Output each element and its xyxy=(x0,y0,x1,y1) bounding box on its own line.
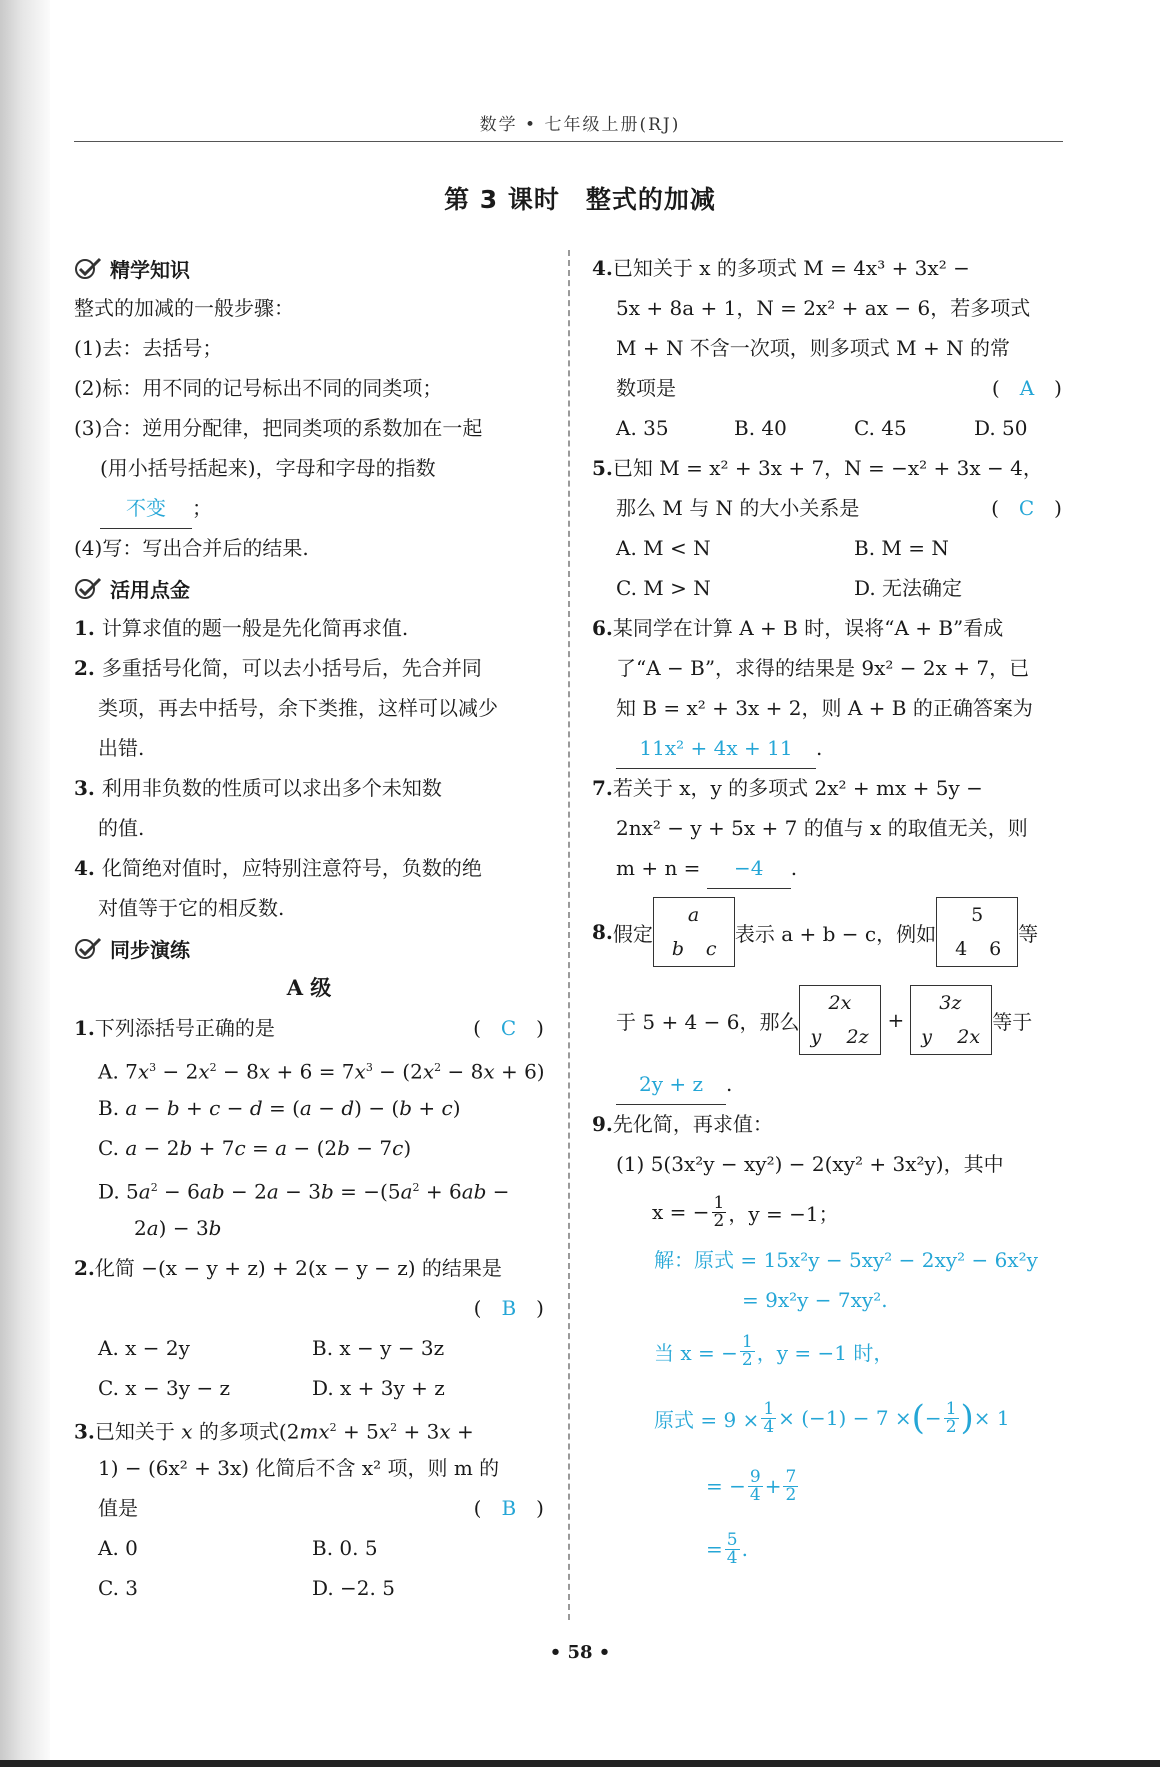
left-column xyxy=(74,248,544,1608)
denominator: 2 xyxy=(713,1210,725,1231)
q4-option-a: A. 35 xyxy=(616,416,669,440)
check-icon xyxy=(74,256,102,280)
q3-line3 xyxy=(74,1488,544,1528)
q7-number: 7. xyxy=(592,776,613,800)
q6-line4 xyxy=(592,728,1062,768)
q3-line1: 3.已知关于 x 的多项式($2mx^2 + 5x^2 + 3x$ + xyxy=(74,1419,474,1444)
numerator: 1 xyxy=(945,1398,957,1419)
sol-line3 xyxy=(592,1320,1062,1382)
q4-answer-paren: ( A ) xyxy=(991,376,1062,400)
q1-stem xyxy=(74,1008,544,1048)
tip-2-line2: 类项，再去中括号，余下类推，这样可以减少 xyxy=(98,696,498,720)
q4-line3: M + N 不含一次项，则多项式 M + N 的常 xyxy=(616,336,1010,360)
q9-number: 9. xyxy=(592,1112,613,1136)
q1-option-d-line1: D. $5a^2 - 6ab - 2a - 3b = -(5a^2 + 6ab$ − xyxy=(98,1179,510,1204)
section-heading-label: 活用点金 xyxy=(110,577,190,602)
box-bottom-right: 2x xyxy=(957,1026,981,1048)
scan-gutter-shadow xyxy=(0,0,50,1767)
q3-option-d: D. −2. 5 xyxy=(312,1576,395,1600)
tip-4-text: 化简绝对值时，应特别注意符号，负数的绝 xyxy=(101,856,482,880)
q8-answer-blank: 2y + z xyxy=(616,1064,726,1105)
q6-line3: 知 B = x² + 3x + 2，则 A + B 的正确答案为 xyxy=(616,696,1033,720)
q1-number: 1. xyxy=(74,1016,95,1040)
section-heading-label: 同步演练 xyxy=(110,937,190,962)
fraction-half xyxy=(944,1398,959,1437)
q8-number: 8. xyxy=(592,920,613,944)
box-top: a xyxy=(687,904,700,926)
numerator: 5 xyxy=(726,1529,738,1550)
sol5-a: = − xyxy=(706,1474,746,1498)
q1-answer-paren: ( C ) xyxy=(473,1016,544,1040)
q2-option-c: C. x − 3y − z xyxy=(98,1376,231,1400)
q5-options-row2 xyxy=(592,568,1062,608)
q6-answer-blank: 11x² + 4x + 11 xyxy=(616,728,816,769)
section-heading-label: 精学知识 xyxy=(110,257,190,282)
q4-line2: 5x + 8a + 1，N = 2x² + ax − 6，若多项式 xyxy=(616,296,1031,320)
q9-text: 先化简，再求值： xyxy=(612,1112,773,1136)
q3-answer-paren: ( B ) xyxy=(473,1496,544,1520)
q4-number: 4. xyxy=(592,256,613,280)
right-paren: ) xyxy=(960,1398,974,1438)
q5-option-b: B. M = N xyxy=(854,536,949,560)
tip-1-text: 计算求值的题一般是先化简再求值. xyxy=(101,616,409,640)
tip-4-line2: 对值等于它的相反数. xyxy=(98,896,285,920)
q2-answer-paren: ( B ) xyxy=(473,1296,544,1320)
numerator: 9 xyxy=(749,1466,761,1487)
q8-line1 xyxy=(592,888,1062,976)
sol6-b: . xyxy=(741,1537,748,1561)
page-header: 数学 • 七年级上册(RJ) xyxy=(479,115,681,135)
q8-box-a xyxy=(799,985,881,1055)
q2-answer-line xyxy=(74,1288,544,1328)
fraction-quarter xyxy=(761,1398,776,1437)
q5-text-2: 那么 M 与 N 的大小关系是 xyxy=(616,496,860,520)
denominator: 4 xyxy=(763,1416,775,1437)
q4-line1 xyxy=(592,248,1062,288)
fraction-seven-halves xyxy=(783,1466,798,1505)
sol5-b: + xyxy=(764,1474,782,1498)
denominator: 2 xyxy=(785,1484,797,1505)
sol4-c: × 1 xyxy=(973,1406,1010,1430)
q9-stem xyxy=(592,1104,1062,1144)
q6-line2: 了“A − B”，求得的结果是 9x² − 2x + 7，已 xyxy=(616,656,1030,680)
lesson-title: 第 3 课时 整式的加减 xyxy=(444,185,716,214)
denominator: 2 xyxy=(945,1416,957,1437)
box-bottom-right: 6 xyxy=(989,938,1002,960)
step-1: (1)去：去括号； xyxy=(74,336,223,360)
sol-line1: 解：原式 = 15x²y − 5xy² − 2xy² − 6x²y xyxy=(654,1248,1038,1272)
step-3-line3 xyxy=(74,488,544,528)
bottom-bar xyxy=(0,1760,1160,1767)
page-number: • 58 • xyxy=(549,1642,611,1663)
q8-end: . xyxy=(726,1072,733,1096)
step-3-end: ； xyxy=(192,496,212,520)
sol3-b: ，y = −1 时， xyxy=(756,1340,894,1365)
numerator: 7 xyxy=(785,1466,797,1487)
q9-cond-y: ，y = −1； xyxy=(728,1201,839,1226)
q9-cond-x: x = − xyxy=(652,1200,710,1224)
q3-option-b: B. 0. 5 xyxy=(312,1536,378,1560)
q5-answer: C xyxy=(1018,496,1035,520)
q4-text-1: 已知关于 x 的多项式 M = 4x³ + 3x² − xyxy=(612,256,970,280)
box-bottom-left: 4 xyxy=(955,938,968,960)
q8-box-numeric xyxy=(936,897,1018,967)
step-2: (2)标：用不同的记号标出不同的同类项； xyxy=(74,376,443,400)
q8-box-b xyxy=(910,985,992,1055)
q8-text-2: 表示 a + b − c，例如 xyxy=(734,921,937,946)
q8-text-3: 等 xyxy=(1018,921,1039,946)
section-heading-jingxue xyxy=(74,248,544,288)
q5-line2 xyxy=(592,488,1062,528)
q3-answer: B xyxy=(501,1496,517,1520)
fraction-half xyxy=(740,1331,755,1370)
q3-option-a: A. 0 xyxy=(98,1536,138,1560)
sol4-a: 原式 = 9 × xyxy=(654,1407,760,1432)
q4-option-c: C. 45 xyxy=(854,416,907,440)
q5-number: 5. xyxy=(592,456,613,480)
q1-option-a: A. $7x^3 - 2x^2 - 8x + 6 = 7x^3 - (2x^2 - 8x + 6)$ xyxy=(98,1059,545,1084)
box-top: 5 xyxy=(971,904,984,926)
q1-option-c: C. a − 2b + 7c = a − (2b − 7c) xyxy=(98,1136,412,1160)
tip-3-line1: 3. 利用非负数的性质可以求出多个未知数 xyxy=(74,776,442,800)
fraction-half xyxy=(712,1192,727,1231)
numerator: 1 xyxy=(741,1331,753,1352)
sol3-a: 当 x = − xyxy=(654,1340,738,1365)
q2-number: 2. xyxy=(74,1256,95,1280)
section-heading-tongbu xyxy=(74,928,544,968)
sol-line5 xyxy=(592,1454,1062,1518)
check-icon xyxy=(74,576,102,600)
q5-text-1: 已知 M = x² + 3x + 7，N = −x² + 3x − 4， xyxy=(612,456,1043,480)
q5-line1 xyxy=(592,448,1062,488)
q2-stem xyxy=(74,1248,544,1288)
q7-line2: 2nx² − y + 5x + 7 的值与 x 的取值无关，则 xyxy=(616,816,1028,840)
step-3-line2: (用小括号括起来)，字母和字母的指数 xyxy=(100,456,436,480)
denominator: 4 xyxy=(726,1547,738,1568)
q5-option-a: A. M < N xyxy=(616,536,711,560)
section-heading-huoyong xyxy=(74,568,544,608)
q2-option-d: D. x + 3y + z xyxy=(312,1376,445,1400)
box-top: 3z xyxy=(939,992,962,1014)
q4-answer: A xyxy=(1019,376,1035,400)
q5-option-c: C. M > N xyxy=(616,576,711,600)
sol-line4: 原式 = 9 × $\frac{1}{4}$ × (−1) − 7 × ( − $\frac{1}{2}$ ) × 1 xyxy=(654,1398,1010,1438)
q2-options-row1 xyxy=(74,1328,544,1368)
q6-number: 6. xyxy=(592,616,613,640)
column-divider xyxy=(568,250,570,1620)
box-bottom-left: y xyxy=(921,1026,932,1048)
box-top: 2x xyxy=(828,992,852,1014)
box-bottom-left: b xyxy=(671,938,685,960)
step-3-answer-blank: 不变 xyxy=(100,488,192,529)
q4-option-b: B. 40 xyxy=(734,416,787,440)
sol-line6 xyxy=(592,1518,1062,1580)
numerator: 1 xyxy=(763,1398,775,1419)
q8-text-1: 假定 xyxy=(612,921,653,946)
fraction-five-quarters xyxy=(725,1529,740,1568)
q4-text-4: 数项是 xyxy=(616,376,676,400)
q6-line1 xyxy=(592,608,1062,648)
q4-options xyxy=(592,408,1062,448)
steps-intro: 整式的加减的一般步骤： xyxy=(74,296,294,320)
fraction-nine-quarters xyxy=(748,1466,763,1505)
tip-2-line1: 2. 多重括号化简，可以去小括号后，先合并同 xyxy=(74,656,482,680)
right-column xyxy=(592,248,1062,1580)
q3-option-c: C. 3 xyxy=(98,1576,139,1600)
q8-text-4: 于 5 + 4 − 6，那么 xyxy=(616,1009,800,1034)
denominator: 2 xyxy=(741,1349,753,1370)
q6-text-1: 某同学在计算 A + B 时，误将“A + B”看成 xyxy=(612,616,1004,640)
q2-option-b: B. x − y − 3z xyxy=(312,1336,445,1360)
q7-text-1: 若关于 x，y 的多项式 2x² + mx + 5y − xyxy=(612,776,983,800)
q9-condition xyxy=(592,1184,1062,1240)
q7-line1 xyxy=(592,768,1062,808)
sol-line2: = 9x²y − 7xy². xyxy=(742,1288,888,1312)
q1-text: 下列添括号正确的是 xyxy=(94,1016,275,1040)
q1-option-d-line2: 2a) − 3b xyxy=(134,1216,222,1240)
tip-3-text: 利用非负数的性质可以求出多个未知数 xyxy=(101,776,442,800)
tip-4-line1: 4. 化简绝对值时，应特别注意符号，负数的绝 xyxy=(74,856,482,880)
q3-options-row2 xyxy=(74,1568,544,1608)
tip-2-line3: 出错. xyxy=(98,736,145,760)
q5-answer-paren: ( C ) xyxy=(991,496,1062,520)
q2-options-row2 xyxy=(74,1368,544,1408)
q3-number: 3. xyxy=(74,1419,95,1444)
box-bottom-left: y xyxy=(810,1026,822,1048)
box-bottom-right: 2z xyxy=(846,1026,869,1048)
q1-option-b: B. a − b + c − d = (a − d) − (b + c) xyxy=(98,1096,461,1120)
header-rule xyxy=(74,141,1063,142)
q8-box-example xyxy=(653,897,735,967)
step-4: (4)写：写出合并后的结果. xyxy=(74,536,309,560)
q7-line3 xyxy=(592,848,1062,888)
q2-text: 化简 −(x − y + z) + 2(x − y − z) 的结果是 xyxy=(94,1256,502,1280)
step-3-line1: (3)合：逆用分配律，把同类项的系数加在一起 xyxy=(74,416,483,440)
q7-end: . xyxy=(790,856,798,880)
q4-option-d: D. 50 xyxy=(974,416,1028,440)
q5-options-row1 xyxy=(592,528,1062,568)
q7-text-3: m + n = xyxy=(616,856,701,880)
q7-answer-blank: −4 xyxy=(707,848,791,889)
sol6-a: = xyxy=(706,1537,723,1561)
q3-line2: 1) − (6x² + 3x) 化简后不含 x² 项，则 m 的 xyxy=(98,1456,500,1480)
q3-text: 值是 xyxy=(98,1496,138,1520)
q3-options-row1 xyxy=(74,1528,544,1568)
check-icon xyxy=(74,936,102,960)
q9-sub1: (1) 5(3x²y − xy²) − 2(xy² + 3x²y)，其中 xyxy=(616,1152,1004,1176)
q8-line3 xyxy=(592,1064,1062,1104)
tip-1: 1. 计算求值的题一般是先化简再求值. xyxy=(74,616,409,640)
q8-line2 xyxy=(592,976,1062,1064)
q4-line4 xyxy=(592,368,1062,408)
tip-3-line2: 的值. xyxy=(98,816,145,840)
q9-solution xyxy=(592,1240,1062,1580)
q6-end: . xyxy=(816,736,823,760)
level-label: A 级 xyxy=(286,975,332,1000)
q5-option-d: D. 无法确定 xyxy=(854,576,963,600)
left-paren: ( xyxy=(911,1398,925,1438)
tip-2-text: 多重括号化简，可以去小括号后，先合并同 xyxy=(101,656,482,680)
q1-answer: C xyxy=(500,1016,517,1040)
q2-answer: B xyxy=(501,1296,517,1320)
q8-text-5: 等于 xyxy=(992,1009,1033,1034)
sol4-b: × (−1) − 7 × xyxy=(778,1406,912,1430)
q8-plus: + xyxy=(887,1008,905,1032)
denominator: 4 xyxy=(749,1484,761,1505)
numerator: 1 xyxy=(713,1192,725,1213)
q2-option-a: A. x − 2y xyxy=(98,1336,190,1360)
box-bottom-right: c xyxy=(705,938,717,960)
